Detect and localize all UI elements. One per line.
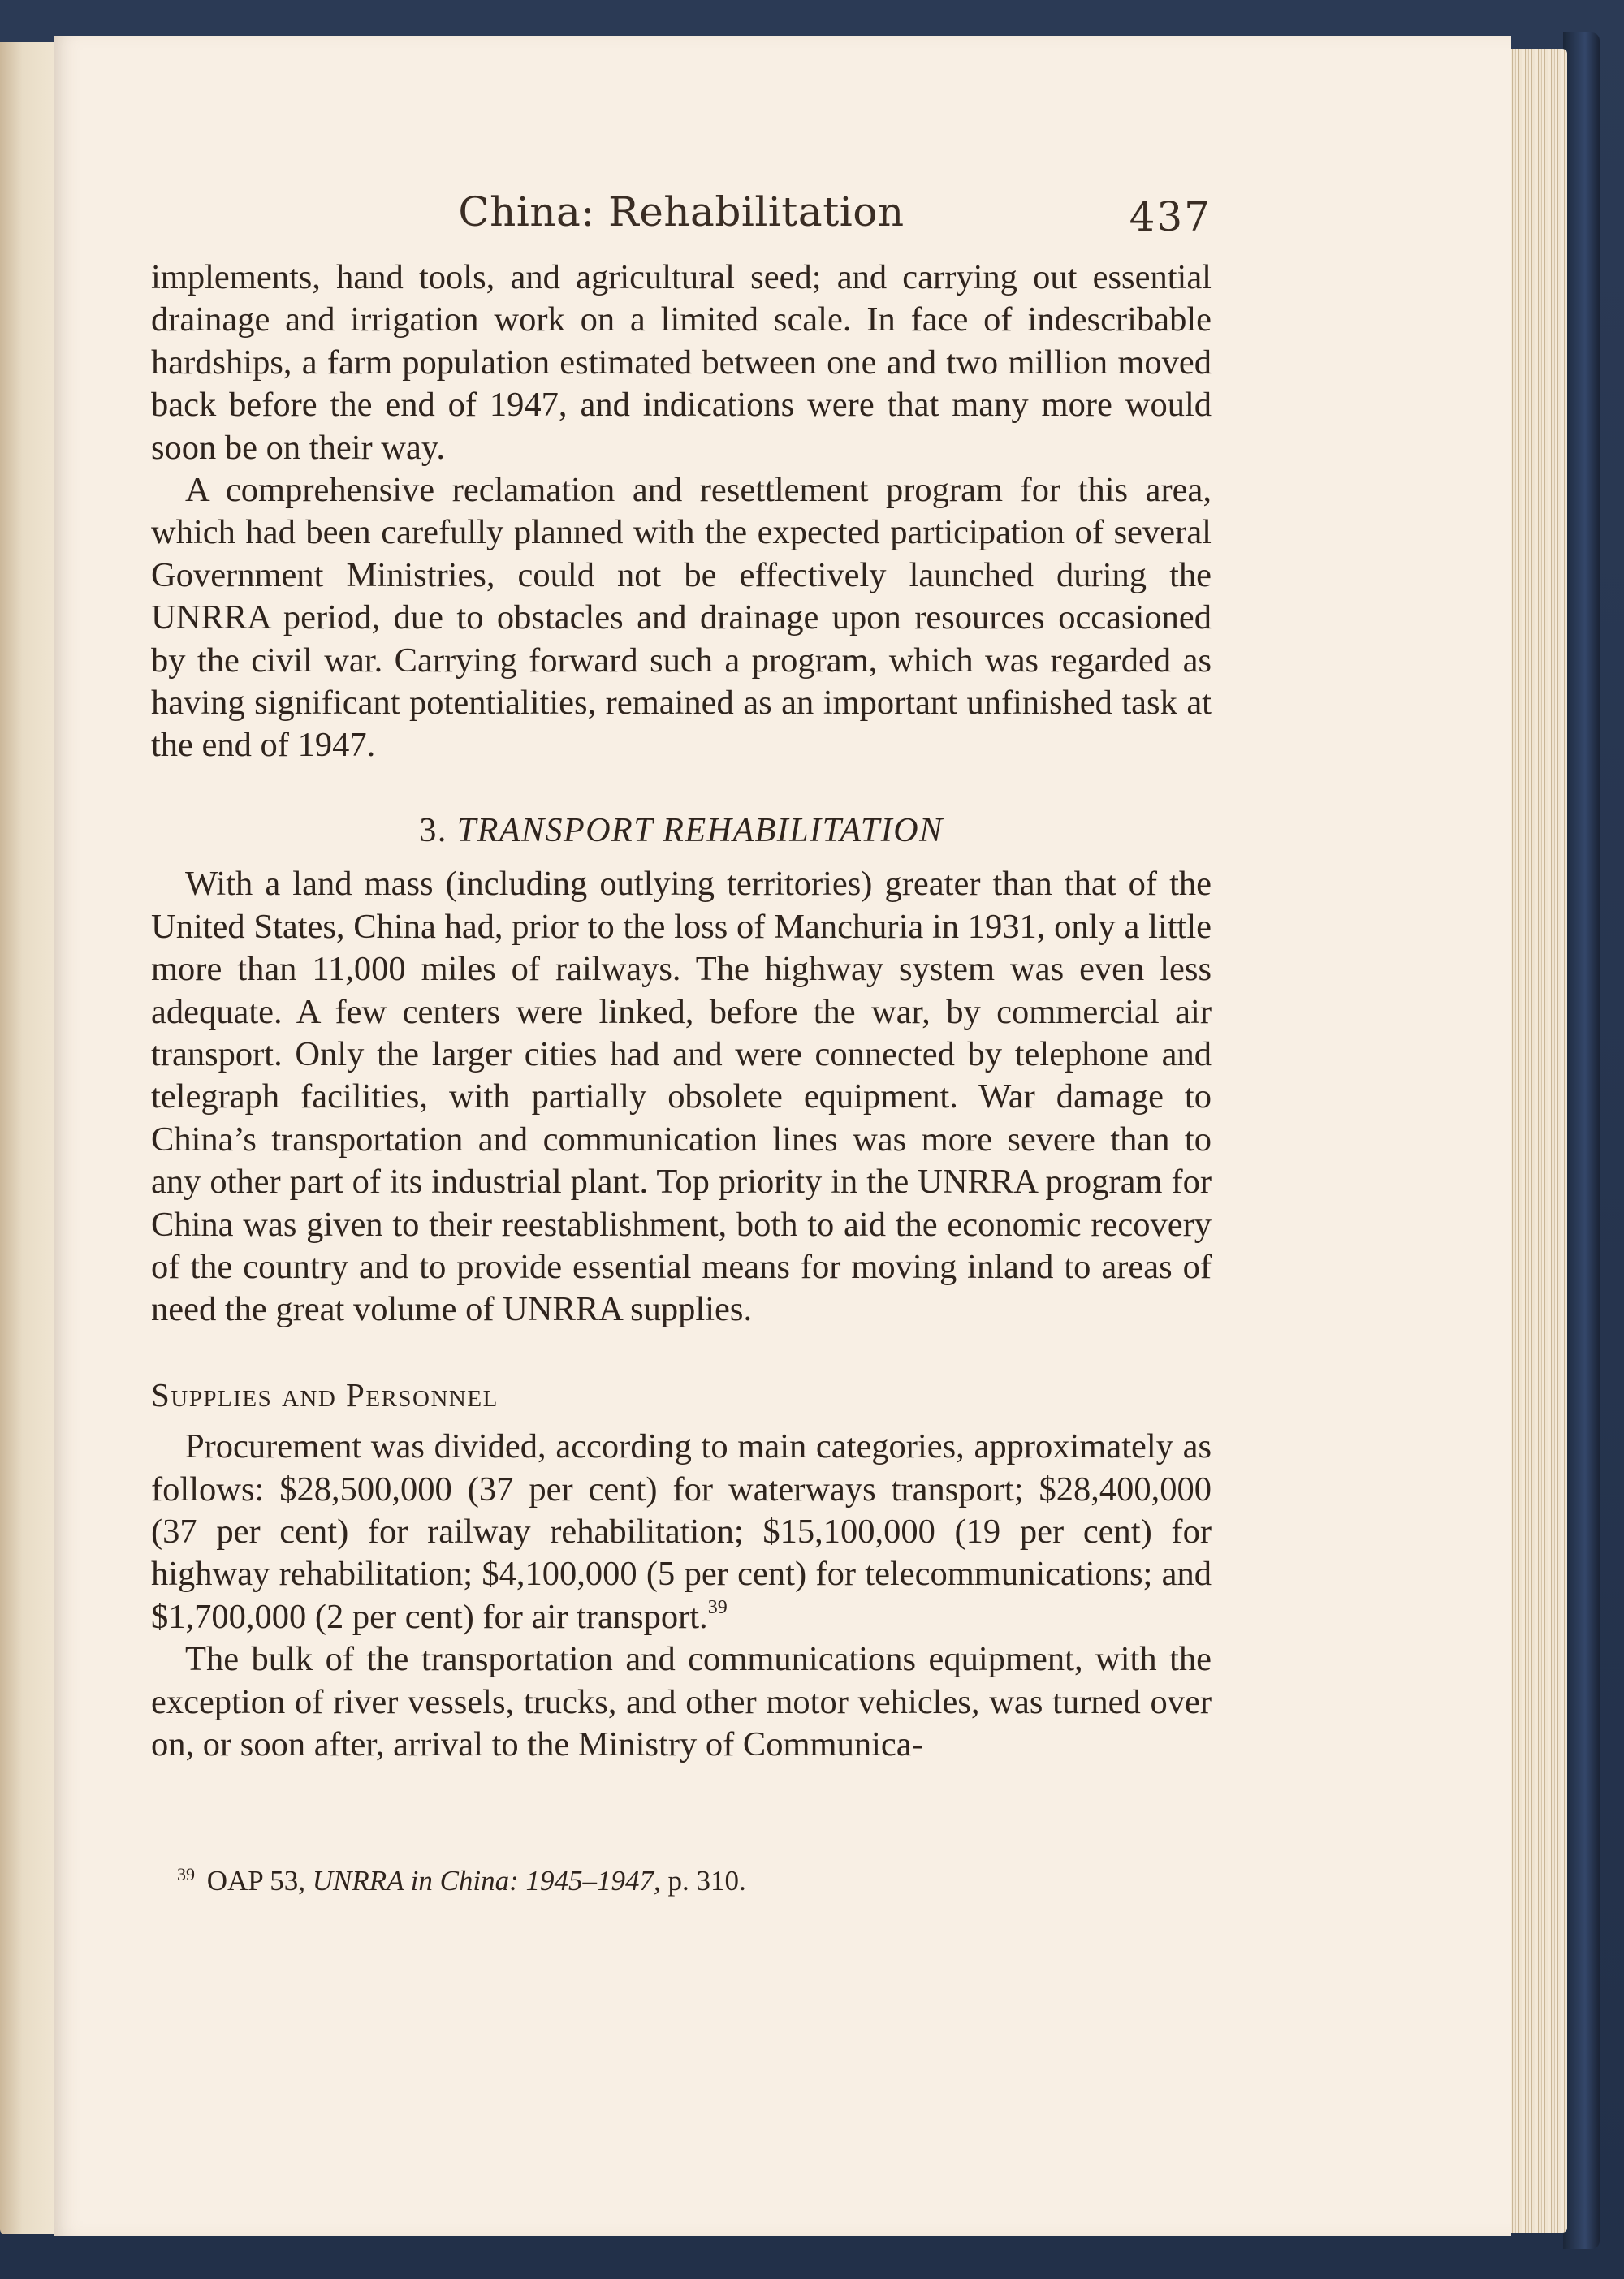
paragraph-reclamation: A comprehensive reclamation and resettlement program for this area, which had been carefully planned with the expected participation of several Government Ministries, could not be effectively launched during the UNRRA period, due to obstacles and drainage upon resources occasioned by the civil war. Carrying forward such a program, which was regarded as having significant potentialities, remained as an important unfinished task at the end of 1947. [151, 471, 1212, 765]
body-text [151, 257, 1212, 1766]
procurement-text: Procurement was divided, according to main categories, approximately as follows: $28,500,000 (37 per cent) for waterways transport; $28,400,000 (37 per cent) for railway rehabilitation; $15,100,000 (19 per cent) for highway rehabilitation; $4,100,000 (5 per cent) for telecommunications; and $1,700,000 (2 per cent) for air transport. [151, 1427, 1212, 1636]
footnote-marker: 39 [177, 1864, 195, 1884]
section-number: 3. [419, 811, 447, 849]
footnote-title: UNRRA in China: 1945–1947, [312, 1865, 661, 1897]
book-cover-edge [1563, 32, 1600, 2249]
paragraph-land-mass: With a land mass (including outlying territories) greater than that of the United States, China had, prior to the loss of Manchuria in 1931, only a little more than 11,000 miles of railways. The highway system was even less adequate. A few centers were linked, before the war, by commercial air transport. Only the larger cities had and were connected by telephone and telegraph facilities, with partially obsolete equipment. War damage to China’s transportation and communication lines was more severe than to any other part of its industrial plant. Top priority in the UNRRA program for China was given to their reestablishment, both to aid the economic recovery of the country and to provide essential means for moving inland to areas of need the great volume of UNRRA supplies. [151, 865, 1212, 1329]
section-title: TRANSPORT REHABILITATION [456, 811, 944, 849]
footnote-prefix: OAP 53, [206, 1865, 305, 1897]
footnote-reference: 39 [707, 1596, 728, 1618]
subheading-supplies: Supplies and Personnel [151, 1375, 499, 1414]
paragraph-continued: implements, hand tools, and agricultural seed; and carrying out essential drainage and irrigation work on a limited scale. In face of indescribable hardships, a farm population estimated between one and two million moved back before the end of 1947, and indications were that many more would soon be on their way. [151, 258, 1212, 467]
paragraph-procurement [151, 1426, 1212, 1638]
paragraph-equipment: The bulk of the transportation and communications equipment, with the exception of river vessels, trucks, and other motor vehicles, was turned over on, or soon after, arrival to the Ministry of Communica- [151, 1640, 1212, 1763]
page-stack-edges [1506, 49, 1567, 2233]
running-head [151, 188, 1212, 245]
section-heading [151, 809, 1212, 852]
running-head-title: China: Rehabilitation [458, 188, 905, 235]
footnote-suffix: p. 310. [667, 1865, 746, 1897]
page-number: 437 [1129, 193, 1212, 240]
footnote [177, 1864, 1200, 1897]
